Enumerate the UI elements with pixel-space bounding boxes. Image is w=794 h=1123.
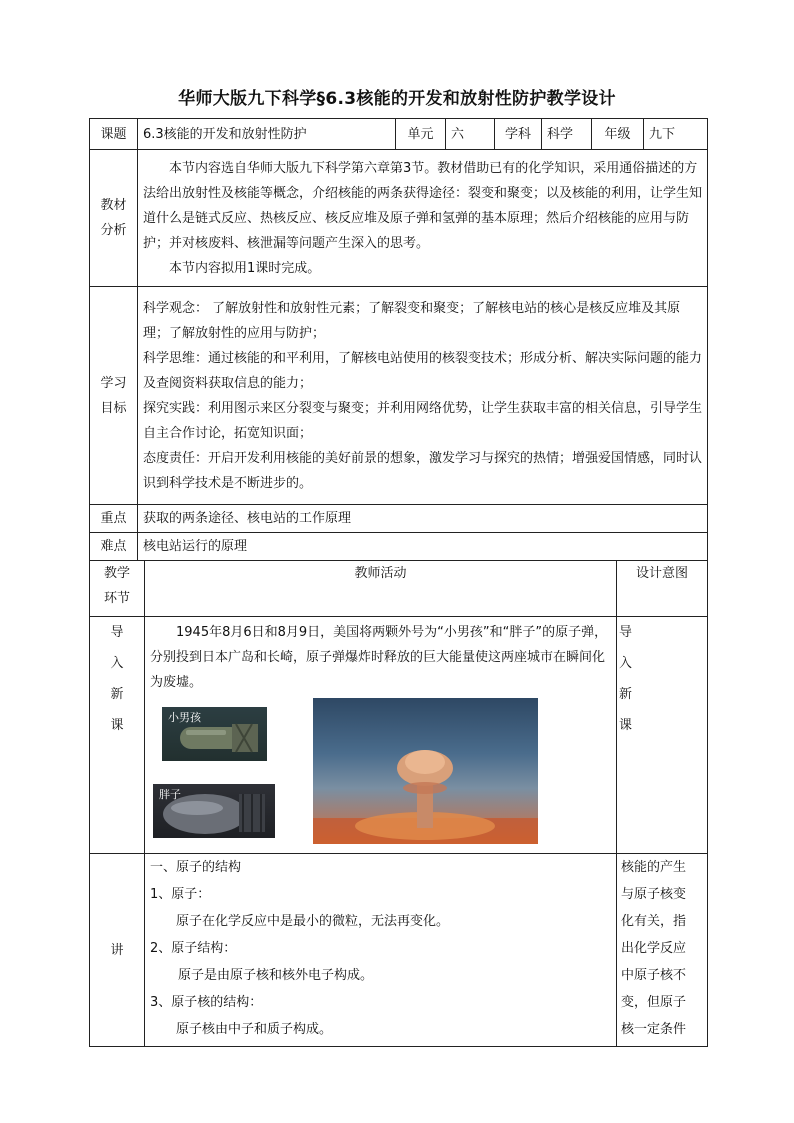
little-boy-label: 小男孩 [168, 711, 201, 724]
key-points-label: 重点 [90, 505, 138, 533]
material-analysis-paragraph: 本节内容拟用1课时完成。 [169, 260, 321, 276]
mushroom-cloud-image [313, 698, 538, 844]
unit-label: 单元 [396, 119, 446, 150]
lecture-row [90, 854, 708, 1047]
learning-goal-item: 科学观念： 了解放射性和放射性元素；了解裂变和聚变；了解核电站的核心是核反应堆及其原理；了解放射性的应用与防护； [143, 300, 681, 341]
lecture-line: 3、原子核的结构： [150, 995, 263, 1010]
material-analysis-label: 教材 分析 [90, 150, 138, 287]
key-points-row [90, 505, 708, 533]
difficult-points-row [90, 533, 708, 561]
lecture-line: 原子是由原子核和核外电子构成。 [178, 968, 374, 983]
intro-text: 1945年8月6日和8月9日，美国将两颗外号为“小男孩”和“胖子”的原子弹，分别投到日本广岛和长崎，原子弹爆炸时释放的巨大能量使这两座城市在瞬间化为废墟。 [150, 625, 608, 690]
topic-value: 6.3核能的开发和放射性防护 [138, 119, 396, 150]
fat-man-bomb-graphic [153, 784, 275, 838]
lecture-line: 原子核由中子和质子构成。 [176, 1022, 333, 1037]
subject-label: 学科 [495, 119, 542, 150]
mushroom-cloud-graphic [313, 698, 538, 844]
difficult-points-label: 难点 [90, 533, 138, 561]
teacher-activity-header: 教师活动 [145, 561, 617, 617]
material-analysis-paragraph: 本节内容选自华师大版九下科学第六章第3节。教材借助已有的化学知识，采用通俗描述的方法给出放射性及核能等概念，介绍核能的两条获得途径：裂变和聚变；以及核能的利用，让学生知道什么是链式反应、热核反应、核反应堆及原子弹和氢弹的基本原理；然后介绍核能的应用与防护；并对核废料、核泄漏等问题产生深入的思考。 [143, 160, 703, 251]
learning-goals-row [90, 287, 708, 505]
document-title: 华师大版九下科学§6.3核能的开发和放射性防护教学设计 [178, 89, 616, 109]
learning-goals-label: 学习 目标 [90, 287, 138, 505]
learning-goal-item: 探究实践：利用图示来区分裂变与聚变；并利用网络优势，让学生获取丰富的相关信息，引导学生自主合作讨论，拓宽知识面； [143, 400, 703, 441]
lecture-line: 1、原子： [150, 887, 211, 902]
lecture-line: 一、原子的结构 [150, 860, 242, 875]
unit-value: 六 [446, 119, 495, 150]
key-points-value: 获取的两条途径、核电站的工作原理 [138, 505, 708, 533]
lecture-stage-label: 讲 [90, 854, 145, 1047]
little-boy-bomb-graphic [162, 707, 267, 761]
learning-goals-content [138, 287, 708, 505]
intro-stage-label: 导 入 新 课 [90, 617, 145, 854]
fat-man-label: 胖子 [159, 788, 181, 801]
process-header-row [90, 561, 708, 617]
material-analysis-content [138, 150, 708, 287]
header-row [90, 119, 708, 150]
stage-header: 教学 环节 [90, 561, 145, 617]
lecture-intent: 核能的产生 与原子核变 化有关，指 出化学反应 中原子核不 变，但原子 核一定条件 [617, 854, 708, 1047]
little-boy-bomb-image [162, 707, 267, 761]
lecture-line: 2、原子结构： [150, 941, 237, 956]
lecture-line: 原子在化学反应中是最小的微粒，无法再变化。 [176, 914, 450, 929]
material-analysis-row [90, 150, 708, 287]
fat-man-bomb-image [153, 784, 275, 838]
difficult-points-value: 核电站运行的原理 [138, 533, 708, 561]
intro-intent: 导 入 新 课 [617, 617, 708, 854]
grade-value: 九下 [644, 119, 708, 150]
design-intent-header: 设计意图 [617, 561, 708, 617]
subject-value: 科学 [542, 119, 592, 150]
learning-goal-item: 态度责任：开启开发利用核能的美好前景的想象，激发学习与探究的热情；增强爱国情感，同时认识到科学技术是不断进步的。 [143, 450, 703, 491]
lecture-activity [145, 854, 617, 1047]
learning-goal-item: 科学思维：通过核能的和平利用，了解核电站使用的核裂变技术；形成分析、解决实际问题的能力及查阅资料获取信息的能力； [143, 350, 703, 391]
overview-table [89, 118, 708, 561]
topic-label: 课题 [90, 119, 138, 150]
grade-label: 年级 [592, 119, 644, 150]
